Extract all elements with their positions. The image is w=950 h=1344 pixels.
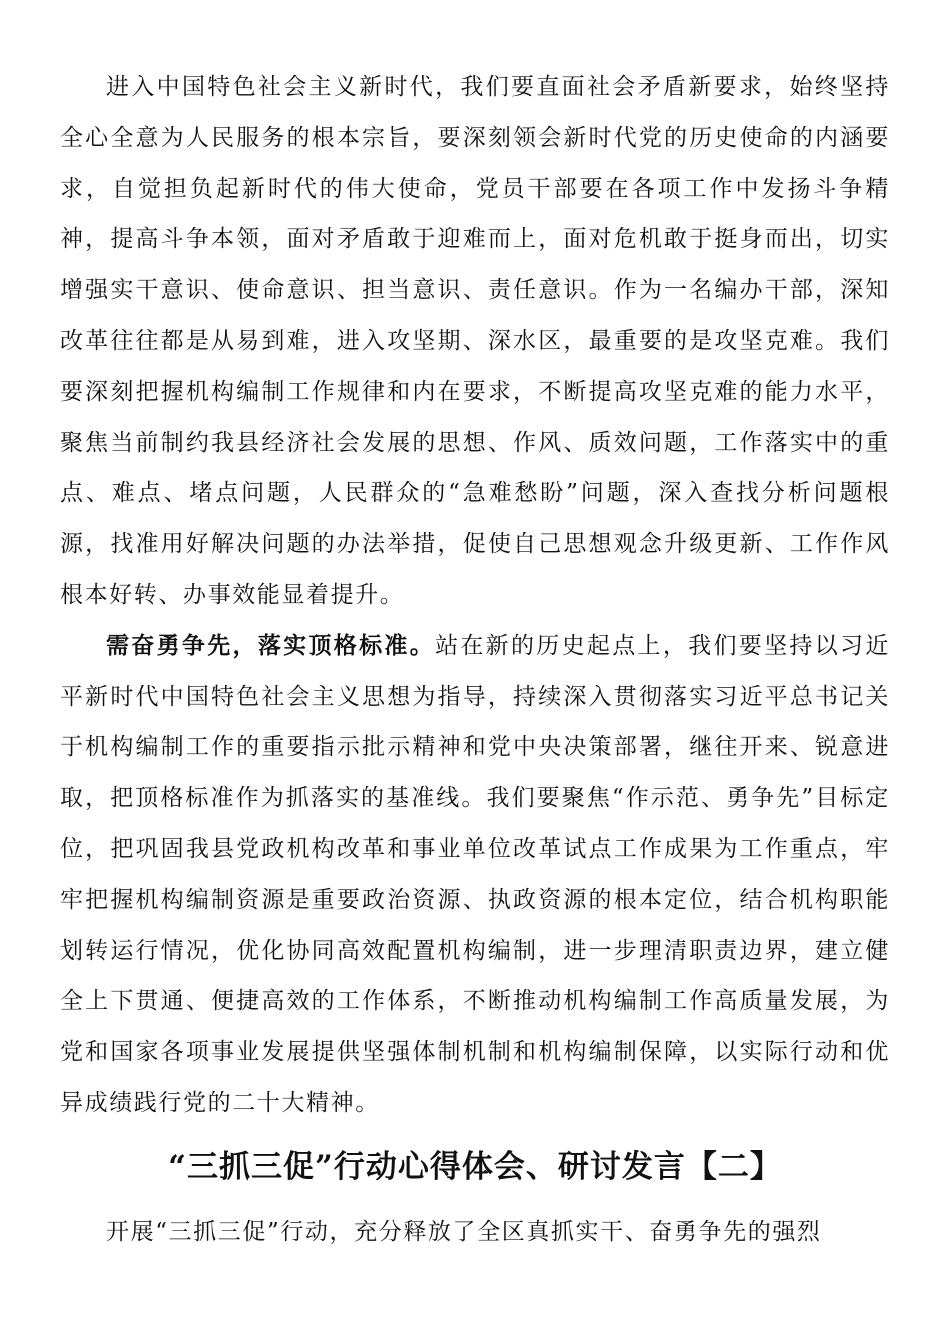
paragraph-1: 进入中国特色社会主义新时代，我们要直面社会矛盾新要求，始终坚持全心全意为人民服务的根本宗旨，要深刻领会新时代党的历史使命的内涵要求，自觉担负起新时代的伟大使命，党员干部要在各项工作中发扬斗争精神，提高斗争本领，面对矛盾敢于迎难而上，面对危机敢于挺身而出，切实增强实干意识、使命意识、担当意识、责任意识。作为一名编办干部，深知改革往往都是从易到难，进入攻坚期、深水区，最重要的是攻坚克难。我们要深刻把握机构编制工作规律和内在要求，不断提高攻坚克难的能力水平，聚焦当前制约我县经济社会发展的思想、作风、质效问题，工作落实中的重点、难点、堵点问题，人民群众的“急难愁盼”问题，深入查找分析问题根源，找准用好解决问题的办法举措，促使自己思想观念升级更新、工作作风根本好转、办事效能显着提升。 [60,74,890,608]
document-body [60,62,890,1258]
paragraph-3: 开展“三抓三促”行动，充分释放了全区真抓实干、奋勇争先的强烈 [106,1218,822,1245]
paragraph-2-body: 站在新的历史起点上，我们要坚持以习近平新时代中国特色社会主义思想为指导，持续深入贯彻落实习近平总书记关于机构编制工作的重要指示批示精神和党中央决策部署，继往开来、锐意进取，把顶格标准作为抓落实的基准线。我们要聚焦“作示范、勇争先”目标定位，把巩固我县党政机构改革和事业单位改革试点工作成果为工作重点，牢牢把握机构编制资源是重要政治资源、执政资源的根本定位，结合机构职能划转运行情况，优化协同高效配置机构编制，进一步理清职责边界，建立健全上下贯通、便捷高效的工作体系，不断推动机构编制工作高质量发展，为党和国家各项事业发展提供坚强体制机制和机构编制保障，以实际行动和优异成绩践行党的二十大精神。 [60,632,890,1116]
paragraph-2-lead: 需奋勇争先，落实顶格标准。 [106,632,436,659]
paragraph-2 [60,621,890,1129]
section-heading: “三抓三促”行动心得体会、研讨发言【二】 [168,1148,782,1185]
